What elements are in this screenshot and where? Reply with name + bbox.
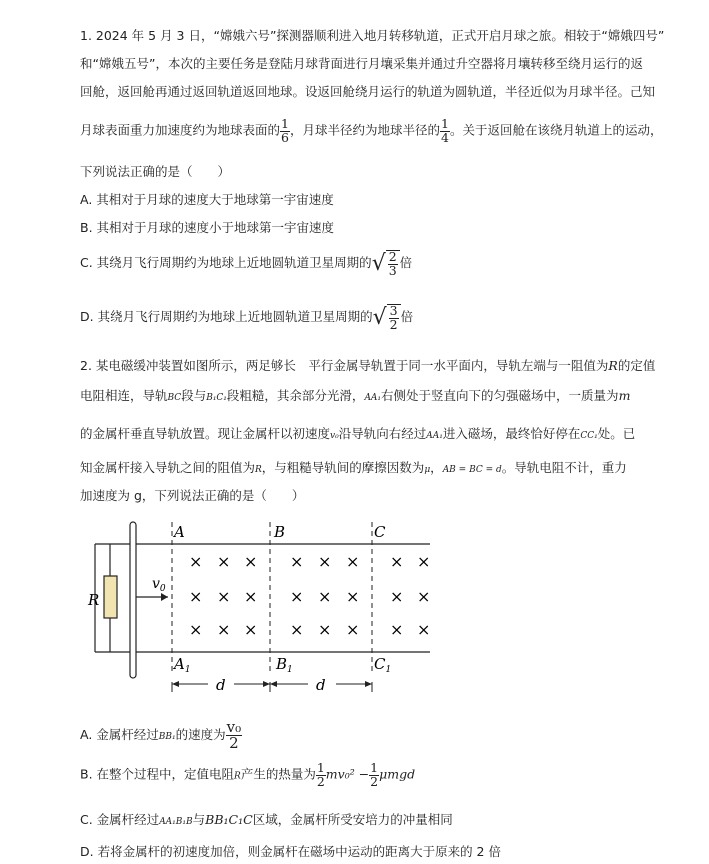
c1-sub: 1 (385, 665, 392, 675)
velocity-label (152, 576, 166, 594)
q2-option-a (80, 720, 242, 751)
q2-opt-c-b: 与 (192, 812, 206, 827)
q2-opt-b-b: 产生的热量为 (240, 766, 316, 782)
resistor-label: R (88, 591, 100, 609)
label-c1 (374, 655, 391, 675)
frac-num: v₀ (226, 718, 242, 736)
q2-option-d: D. 若将金属杆的初速度加倍，则金属杆在磁场中运动的距离大于原来的 2 倍 (80, 844, 501, 859)
dim-arrow (263, 681, 270, 687)
sqrt-two-thirds (372, 250, 400, 277)
fraction-one-sixth (280, 118, 290, 144)
q2-l3a: 的金属杆垂直导轨放置。现让金属杆以初速度 (80, 426, 331, 441)
q2-l4b: ，与粗糙导轨间的摩擦因数为 (261, 460, 425, 475)
q2-l4d: 。导轨电阻不计，重力 (501, 460, 627, 475)
q1-line4-c: 。关于返回舱在该绕月轨道上的运动， (449, 122, 663, 138)
q2-opt-c-a: C. 金属杆经过 (80, 812, 160, 827)
frac-num: 1 (281, 116, 289, 131)
q1-line4-a: 月球表面重力加速度约为地球表面的 (80, 122, 281, 138)
frac-num: 2 (388, 249, 397, 264)
metal-rod (130, 522, 136, 678)
resistor (104, 576, 117, 618)
frac-den: 6 (281, 129, 289, 145)
q2-opt-b-a: B. 在整个过程中，定值电阻 (80, 766, 235, 782)
label-c: C (374, 523, 386, 541)
field-cross: × (318, 587, 332, 606)
label-d2: d (316, 676, 326, 694)
q2-option-b (80, 762, 415, 788)
v-sub: 0 (159, 584, 166, 594)
symbol-AA1B1B: AA₁B₁B (159, 817, 193, 827)
q1-option-c-tail: 倍 (399, 255, 413, 270)
field-cross: × (390, 587, 404, 606)
symbol-R: R (234, 771, 241, 782)
q2-l2c: 段粗糙，其余部分光滑， (226, 388, 365, 403)
q1-option-d-tail: 倍 (400, 309, 414, 324)
label-b1 (275, 655, 293, 675)
radical-sign: √ (372, 305, 387, 330)
label-b: B (274, 523, 286, 541)
frac-num: 1 (316, 760, 325, 775)
q1-line1: 1. 2024 年 5 月 3 日，“嫦娥六号”探测器顺利进入地月转移轨道，正式开启月球之旅。相较于“嫦娥四号” (80, 28, 665, 43)
q2-l3c: 进入磁场，最终恰好停在 (442, 426, 581, 441)
a1-letter: A (174, 655, 185, 673)
q2-l3d: 处。已 (597, 426, 636, 441)
field-cross: × (318, 552, 332, 571)
q2-l1b: 的定值 (617, 358, 656, 373)
field-cross: × (217, 587, 231, 606)
q2-line4 (80, 458, 627, 476)
q2-l4c: ， (430, 460, 443, 475)
q2-line3 (80, 424, 635, 442)
field-cross: × (290, 620, 304, 639)
field-cross: × (346, 587, 360, 606)
field-cross: × (318, 620, 332, 639)
q2-l1a: 2. 某电磁缓冲装置如图所示，两足够长 平行金属导轨置于同一水平面内，导轨左端与一阻值为 (80, 358, 609, 373)
q1-option-a: A. 其相对于月球的速度大于地球第一宇宙速度 (80, 192, 334, 207)
q1-line5: 下列说法正确的是（ ） (80, 164, 231, 179)
fraction-v0-over-2 (226, 720, 243, 751)
q1-option-d-text: D. 其绕月飞行周期约为地球上近地圆轨道卫星周期的 (80, 309, 373, 324)
field-cross: × (346, 552, 360, 571)
field-cross: × (417, 552, 431, 571)
equation-ab-bc-d: AB = BC = d (442, 465, 502, 475)
field-cross: × (244, 620, 258, 639)
fraction-half (369, 762, 379, 788)
label-d1: d (216, 676, 226, 694)
q2-l2b: 段与 (181, 388, 207, 403)
term-friction: μmgd (379, 766, 416, 782)
frac-den: 3 (388, 262, 397, 278)
dim-arrow (365, 681, 372, 687)
q1-line4-b: ，月球半径约为地球半径的 (289, 122, 440, 138)
velocity-arrowhead (161, 593, 168, 601)
field-cross: × (189, 587, 203, 606)
magnetic-field-crosses (189, 552, 430, 639)
term-kinetic: mv₀² − (325, 766, 370, 782)
frac-num: 3 (389, 303, 398, 318)
symbol-m: m (618, 388, 631, 403)
frac-num: 1 (440, 116, 449, 131)
q1-option-d (80, 304, 413, 331)
frac-den: 2 (370, 773, 379, 789)
q2-line2 (80, 386, 630, 404)
q1-line2: 和“嫦娥五号”，本次的主要任务是登陆月球背面进行月壤采集并通过升空器将月壤转移至绕月运行的返 (80, 56, 643, 71)
v-letter: v (152, 576, 160, 592)
q2-opt-a-a: A. 金属杆经过 (80, 727, 159, 742)
frac-den: 2 (389, 316, 398, 332)
field-cross: × (244, 552, 258, 571)
b1-letter: B (276, 655, 288, 673)
field-cross: × (390, 552, 404, 571)
a1-sub: 1 (184, 665, 191, 675)
circuit-figure (80, 512, 440, 697)
q2-opt-a-b: 的速度为 (175, 727, 226, 742)
b1-sub: 1 (287, 665, 293, 675)
q2-l3b: 沿导轨向右经过 (338, 426, 427, 441)
symbol-mu: μ (424, 465, 431, 475)
frac-num: 1 (370, 760, 379, 775)
q2-l2a: 电阻相连，导轨 (80, 388, 168, 403)
symbol-BB1: BB₁ (158, 732, 176, 742)
symbol-R: R (608, 358, 618, 373)
symbol-CC1: CC₁ (580, 431, 598, 441)
field-cross: × (189, 552, 203, 571)
q2-l4a: 知金属杆接入导轨之间的阻值为 (80, 460, 256, 475)
field-cross: × (189, 620, 203, 639)
symbol-v0: v₀ (330, 431, 339, 441)
frac-den: 2 (226, 735, 243, 751)
c1-letter: C (374, 655, 386, 673)
symbol-AA1: AA₁ (426, 431, 443, 441)
q1-option-b: B. 其相对于月球的速度小于地球第一宇宙速度 (80, 220, 335, 235)
dim-arrow (270, 681, 277, 687)
field-cross: × (417, 620, 431, 639)
fraction-one-fourth (440, 118, 450, 144)
frac-den: 4 (440, 129, 449, 145)
field-cross: × (290, 552, 304, 571)
symbol-R: R (255, 465, 262, 475)
symbol-B1C1: B₁C₁ (206, 393, 227, 403)
radical-sign: √ (371, 251, 386, 276)
field-cross: × (346, 620, 360, 639)
q1-line3: 回舱，返回舱再通过返回轨道返回地球。设返回舱绕月运行的轨道为圆轨道，半径近似为月球半径。己知 (80, 84, 656, 99)
symbol-AA1: AA₁ (364, 393, 382, 403)
frac-den: 2 (316, 773, 325, 789)
q1-line4 (80, 118, 662, 144)
label-a: A (174, 523, 185, 541)
q1-option-c-text: C. 其绕月飞行周期约为地球上近地圆轨道卫星周期的 (80, 255, 372, 270)
label-a1 (172, 655, 191, 675)
field-cross: × (390, 620, 404, 639)
q2-line1 (80, 356, 655, 374)
q2-option-c (80, 810, 453, 828)
field-cross: × (417, 587, 431, 606)
q2-opt-c-c: 区域，金属杆所受安培力的冲量相同 (252, 812, 453, 827)
q2-line5: 加速度为 g，下列说法正确的是（ ） (80, 488, 305, 503)
field-cross: × (290, 587, 304, 606)
symbol-BB1C1C: BB₁C₁C (205, 812, 253, 827)
fraction-half (316, 762, 326, 788)
field-cross: × (217, 552, 231, 571)
field-cross: × (217, 620, 231, 639)
q2-l2d: 右侧处于竖直向下的匀强磁场中，一质量为 (381, 388, 619, 403)
q1-option-c (80, 250, 412, 277)
sqrt-three-halves (373, 304, 401, 331)
field-cross: × (244, 587, 258, 606)
symbol-BC: BC (167, 393, 182, 403)
dim-arrow (172, 681, 179, 687)
